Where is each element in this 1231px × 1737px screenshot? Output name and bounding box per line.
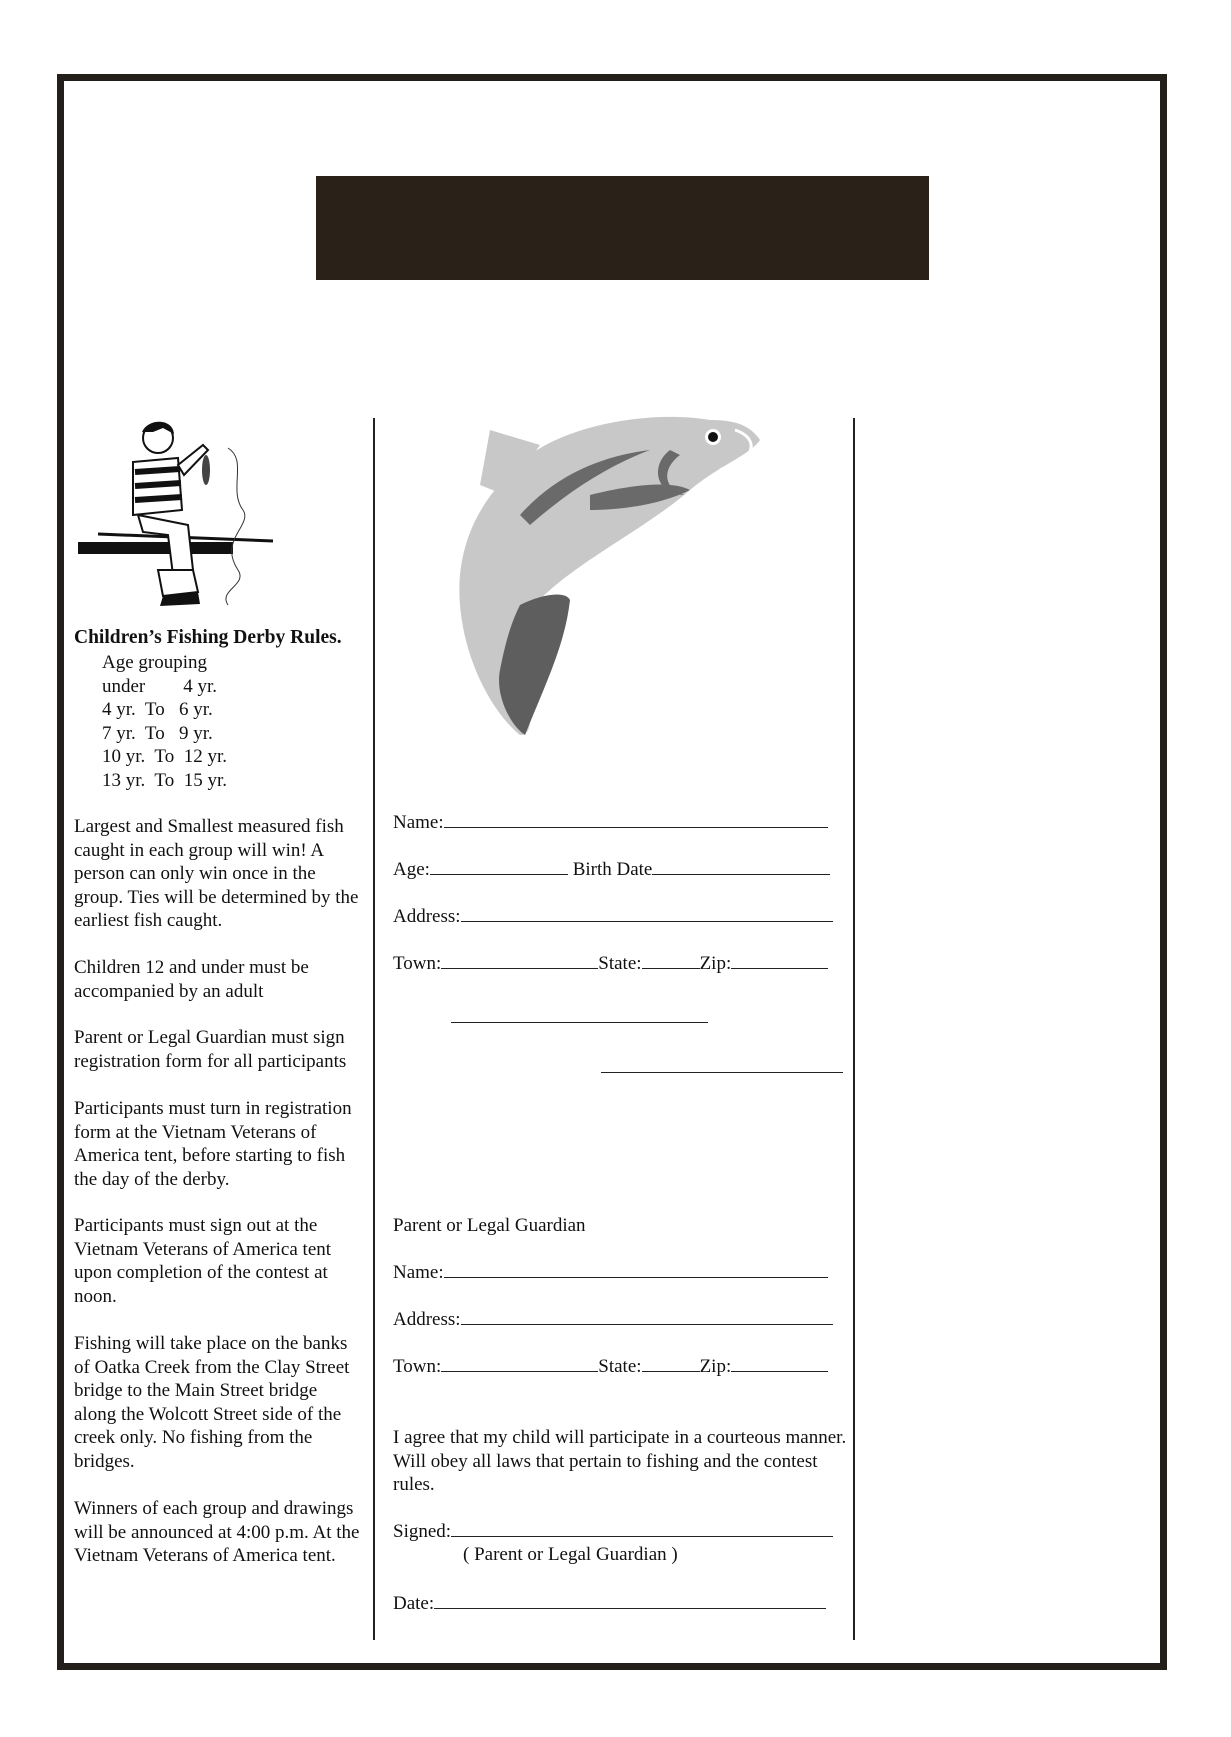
- child-age-row: [393, 858, 830, 881]
- date-field[interactable]: [434, 1592, 826, 1609]
- guardian-zip-label: Zip:: [699, 1356, 732, 1377]
- guardian-state-label: State:: [598, 1356, 642, 1377]
- guardian-state-field[interactable]: [642, 1355, 700, 1372]
- date-label: Date:: [393, 1593, 435, 1614]
- child-state-label: State:: [598, 953, 642, 974]
- age-group-row: 13 yr. To 15 yr.: [102, 769, 227, 791]
- rule-paragraph: Children 12 and under must be accompanied by an adult: [74, 957, 309, 1002]
- child-zip-label: Zip:: [699, 953, 732, 974]
- guardian-name-row: [393, 1261, 828, 1284]
- signature-field[interactable]: [451, 1520, 833, 1537]
- guardian-name-label: Name:: [393, 1262, 444, 1283]
- rules-title: Children’s Fishing Derby Rules.: [74, 627, 342, 648]
- age-group-row: 4 yr. To 6 yr.: [102, 699, 213, 720]
- age-group-row: 7 yr. To 9 yr.: [102, 722, 213, 744]
- age-group-row: under 4 yr.: [102, 675, 218, 697]
- boy-fishing-icon: [78, 420, 278, 620]
- rule-paragraph: Participants must sign out at the Vietnam Veterans of America tent upon completion of the contest at noon.: [74, 1215, 332, 1307]
- child-town-field[interactable]: [441, 952, 598, 969]
- title-banner: [316, 176, 929, 280]
- rule-paragraph: Parent or Legal Guardian must sign registration form for all participants: [74, 1027, 347, 1072]
- guardian-town-label: Town:: [393, 1356, 442, 1377]
- blank-line[interactable]: [601, 1072, 843, 1073]
- age-grouping-heading: Age grouping: [102, 652, 208, 673]
- child-age-field[interactable]: [430, 858, 568, 875]
- signed-caption: ( Parent or Legal Guardian ): [463, 1544, 678, 1565]
- birth-date-label: Birth Date: [572, 859, 653, 880]
- guardian-address-field[interactable]: [461, 1308, 833, 1325]
- jumping-fish-icon: [450, 415, 770, 745]
- child-address-row: [393, 905, 833, 928]
- guardian-name-field[interactable]: [444, 1261, 828, 1278]
- child-address-label: Address:: [393, 906, 461, 927]
- guardian-heading: Parent or Legal Guardian: [393, 1215, 586, 1236]
- birth-date-field[interactable]: [652, 858, 830, 875]
- rule-paragraph: Winners of each group and drawings will be announced at 4:00 p.m. At the Vietnam Veterans of America tent.: [74, 1498, 360, 1566]
- child-town-label: Town:: [393, 953, 442, 974]
- child-name-label: Name:: [393, 812, 444, 833]
- rule-paragraph: Fishing will take place on the banks of Oatka Creek from the Clay Street bridge to the Main Street bridge along the Wolcott Street side of the creek only. No fishing from the bridges.: [74, 1333, 350, 1472]
- rule-paragraph: Participants must turn in registration form at the Vietnam Veterans of America tent, before starting to fish the day of the derby.: [74, 1098, 352, 1190]
- guardian-town-row: [393, 1355, 828, 1378]
- child-address-field[interactable]: [461, 905, 833, 922]
- blank-line[interactable]: [451, 1022, 708, 1023]
- child-name-field[interactable]: [444, 811, 828, 828]
- column-divider-right: [853, 418, 855, 1640]
- guardian-address-row: [393, 1308, 833, 1331]
- column-divider-left: [373, 418, 375, 1640]
- child-town-row: [393, 952, 828, 975]
- rule-paragraph: Largest and Smallest measured fish caught in each group will win! A person can only win once in the group. Ties will be determined by the earliest fish caught.: [74, 816, 359, 931]
- child-state-field[interactable]: [642, 952, 700, 969]
- agreement-text: I agree that my child will participate in a courteous manner. Will obey all laws that pertain to fishing and the contest rules.: [393, 1427, 847, 1495]
- signed-row: [393, 1520, 833, 1543]
- guardian-zip-field[interactable]: [731, 1355, 828, 1372]
- child-age-label: Age:: [393, 859, 430, 880]
- child-name-row: [393, 811, 828, 834]
- age-group-row: 10 yr. To 12 yr.: [102, 746, 227, 767]
- signed-label: Signed:: [393, 1521, 452, 1542]
- child-zip-field[interactable]: [731, 952, 828, 969]
- guardian-town-field[interactable]: [441, 1355, 598, 1372]
- guardian-address-label: Address:: [393, 1309, 461, 1330]
- age-grouping: [102, 651, 227, 792]
- date-row: [393, 1592, 826, 1615]
